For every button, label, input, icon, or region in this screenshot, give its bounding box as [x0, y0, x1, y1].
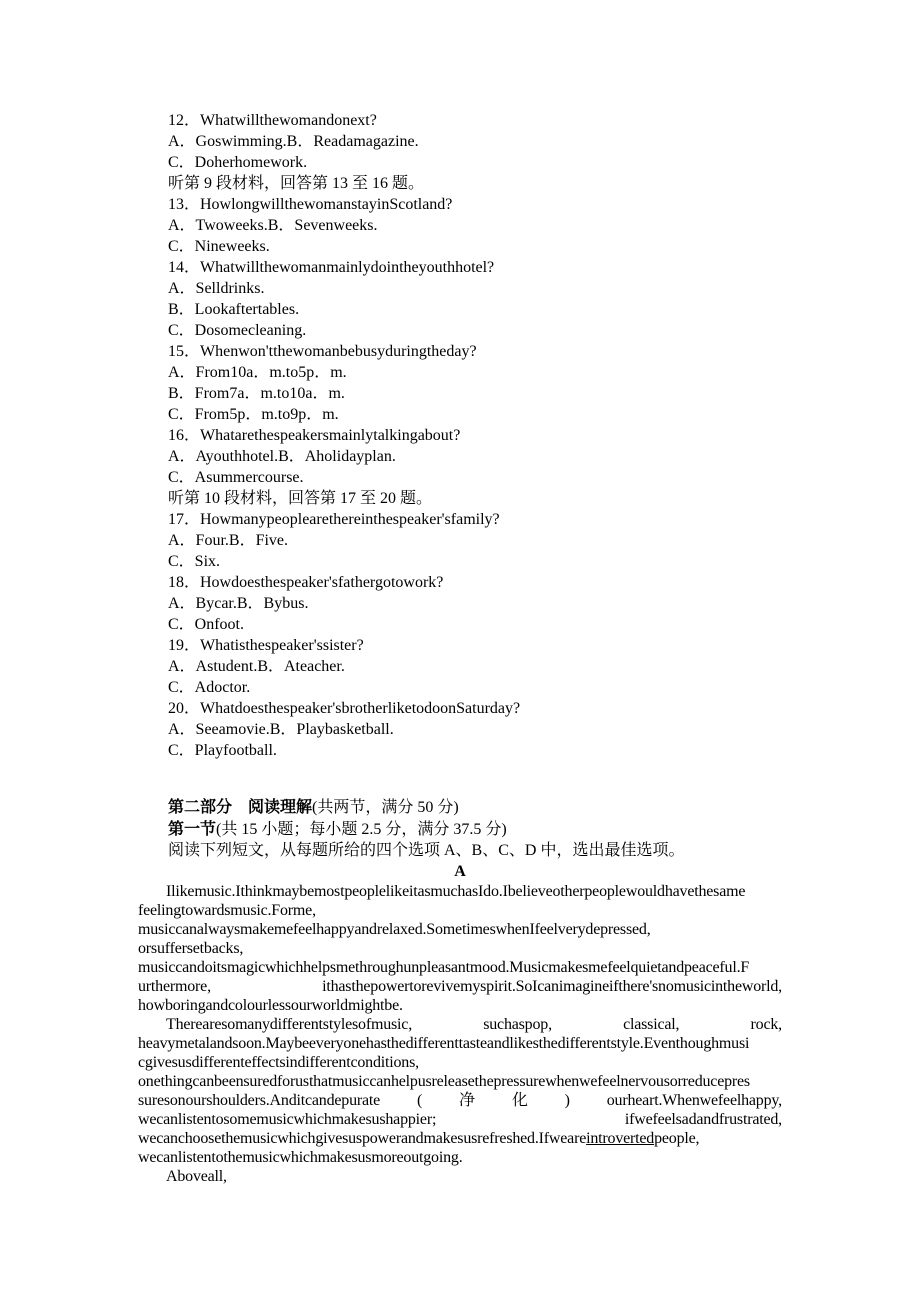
listening-line: 19．Whatisthespeaker'ssister? [168, 637, 364, 654]
listening-line: 17．Howmanypeoplearethereinthespeaker'sfamily? [168, 511, 500, 528]
passage-label: A [454, 862, 466, 880]
listening-line: C．Six. [168, 553, 221, 570]
listening-line: C．Asummercourse. [168, 469, 304, 486]
line-segment: ifwefeelsadandfrustrated, [624, 1110, 782, 1128]
passage-line: howboringandcolourlessourworldmightbe. [138, 996, 403, 1014]
line-segment: wecanlistentosomemusicwhichmakesushappier; [138, 1110, 437, 1128]
listening-instruction-line: 听第 9 段材料，回答第 13 至 16 题。 [168, 175, 425, 192]
passage-line [138, 1129, 782, 1148]
passage-line: musiccandoitsmagicwhichhelpsmethroughunpleasantmood.Musicmakesmefeelquietandpeaceful.F [138, 958, 750, 976]
passage-line [138, 1110, 782, 1129]
line-segment: classical, [623, 1015, 680, 1033]
line-segment: rock, [750, 1015, 782, 1033]
line-segment: 净 [459, 1091, 475, 1109]
passage [138, 882, 782, 1186]
listening-line: C．From5p．m.to9p．m. [168, 406, 339, 423]
line-segment: ) [564, 1091, 570, 1109]
line-segment: urthermore, [138, 977, 211, 995]
passage-line [138, 1015, 782, 1034]
listening-line: A．Four.B．Five. [168, 532, 289, 549]
section-header [168, 819, 782, 841]
listening-section [138, 110, 782, 761]
passage-line [138, 977, 782, 996]
passage-line: wecanlistentothemusicwhichmakesusmoreoutgoing. [138, 1148, 463, 1166]
section-header-detail: (共 15 小题；每小题 2.5 分，满分 37.5 分) [216, 820, 507, 838]
listening-line: A．Bycar.B．Bybus. [168, 595, 309, 612]
passage-line: cgivesusdifferenteffectsindifferentconditions, [138, 1053, 419, 1071]
listening-line: 16．Whatarethespeakersmainlytalkingabout? [168, 427, 461, 444]
reading-section-headers [138, 797, 782, 862]
listening-line: A．Selldrinks. [168, 280, 265, 297]
listening-line: B．Lookaftertables. [168, 301, 300, 318]
line-segment: 化 [511, 1091, 528, 1109]
listening-line: C．Onfoot. [168, 616, 245, 633]
listening-line: 20．Whatdoesthespeaker'sbrotherliketodoonSaturday? [168, 700, 521, 717]
listening-line: C．Playfootball. [168, 742, 277, 759]
listening-line: A．Astudent.B．Ateacher. [168, 658, 345, 675]
section-header-title: 第一节 [168, 820, 217, 838]
listening-line: C．Nineweeks. [168, 238, 270, 255]
passage-line: Aboveall, [166, 1167, 227, 1185]
listening-line: 12．Whatwillthewomandonext? [168, 112, 377, 129]
document-content [138, 110, 782, 1186]
passage-line: heavymetalandsoon.Maybeeveryonehasthedifferenttasteandlikesthedifferentstyle.Eventhoughmusi [138, 1034, 750, 1052]
listening-line: A．Seeamovie.B．Playbasketball. [168, 721, 394, 738]
listening-line: A．From10a．m.to5p．m. [168, 364, 347, 381]
passage-line: orsuffersetbacks, [138, 939, 244, 957]
listening-line: 15．Whenwon'tthewomanbebusyduringtheday? [168, 343, 477, 360]
line-segment: ourheart.Whenwefeelhappy, [606, 1091, 782, 1109]
line-segment: ithasthepowertorevivemyspirit.SoIcanimagineifthere'snomusicintheworld, [322, 977, 782, 995]
listening-line: A．Ayouthhotel.B．Aholidayplan. [168, 448, 396, 465]
underlined-word: introverted [586, 1129, 655, 1147]
line-text: wecanchoosethemusicwhichgivesuspowerandmakesusrefreshed.Ifweare [138, 1129, 587, 1147]
listening-line: C．Dosomecleaning. [168, 322, 307, 339]
line-segment: suchaspop, [483, 1015, 552, 1033]
part-header-detail: (共两节，满分 50 分) [312, 799, 459, 816]
passage-line: onethingcanbeensuredforusthatmusiccanhelpusreleasethepressurewhenwefeelnervousorreducepres [138, 1072, 750, 1090]
passage-line: musiccanalwaysmakemefeelhappyandrelaxed.SometimeswhenIfeelverydepressed, [138, 920, 651, 938]
passage-line: feelingtowardsmusic.Forme, [138, 901, 316, 919]
listening-line: C．Doherhomework. [168, 154, 308, 171]
part-header-title: 第二部分 阅读理解 [168, 799, 313, 816]
part-header [168, 797, 782, 819]
listening-line: A．Twoweeks.B．Sevenweeks. [168, 217, 378, 234]
reading-instructions: 阅读下列短文，从每题所给的四个选项 A、B、C、D 中，选出最佳选项。 [168, 842, 685, 859]
line-segment: ( [417, 1091, 423, 1109]
listening-line: 13．HowlongwillthewomanstayinScotland? [168, 196, 453, 213]
listening-line: 14．Whatwillthewomanmainlydointheyouthhotel? [168, 259, 495, 276]
line-segment: Therearesomanydifferentstylesofmusic, [166, 1015, 412, 1033]
line-segment: suresonourshoulders.Anditcandepurate [138, 1091, 381, 1109]
listening-line: 18．Howdoesthespeaker'sfathergotowork? [168, 574, 444, 591]
passage-line [138, 1091, 782, 1110]
listening-line: C．Adoctor. [168, 679, 251, 696]
listening-line: A．Goswimming.B．Readamagazine. [168, 133, 419, 150]
passage-line: Ilikemusic.IthinkmaybemostpeoplelikeitasmuchasIdo.Ibelieveotherpeoplewouldhavethesame [166, 882, 746, 900]
line-text: people, [654, 1129, 700, 1147]
listening-instruction-line: 听第 10 段材料，回答第 17 至 20 题。 [168, 490, 433, 507]
listening-line: B．From7a．m.to10a．m. [168, 385, 345, 402]
